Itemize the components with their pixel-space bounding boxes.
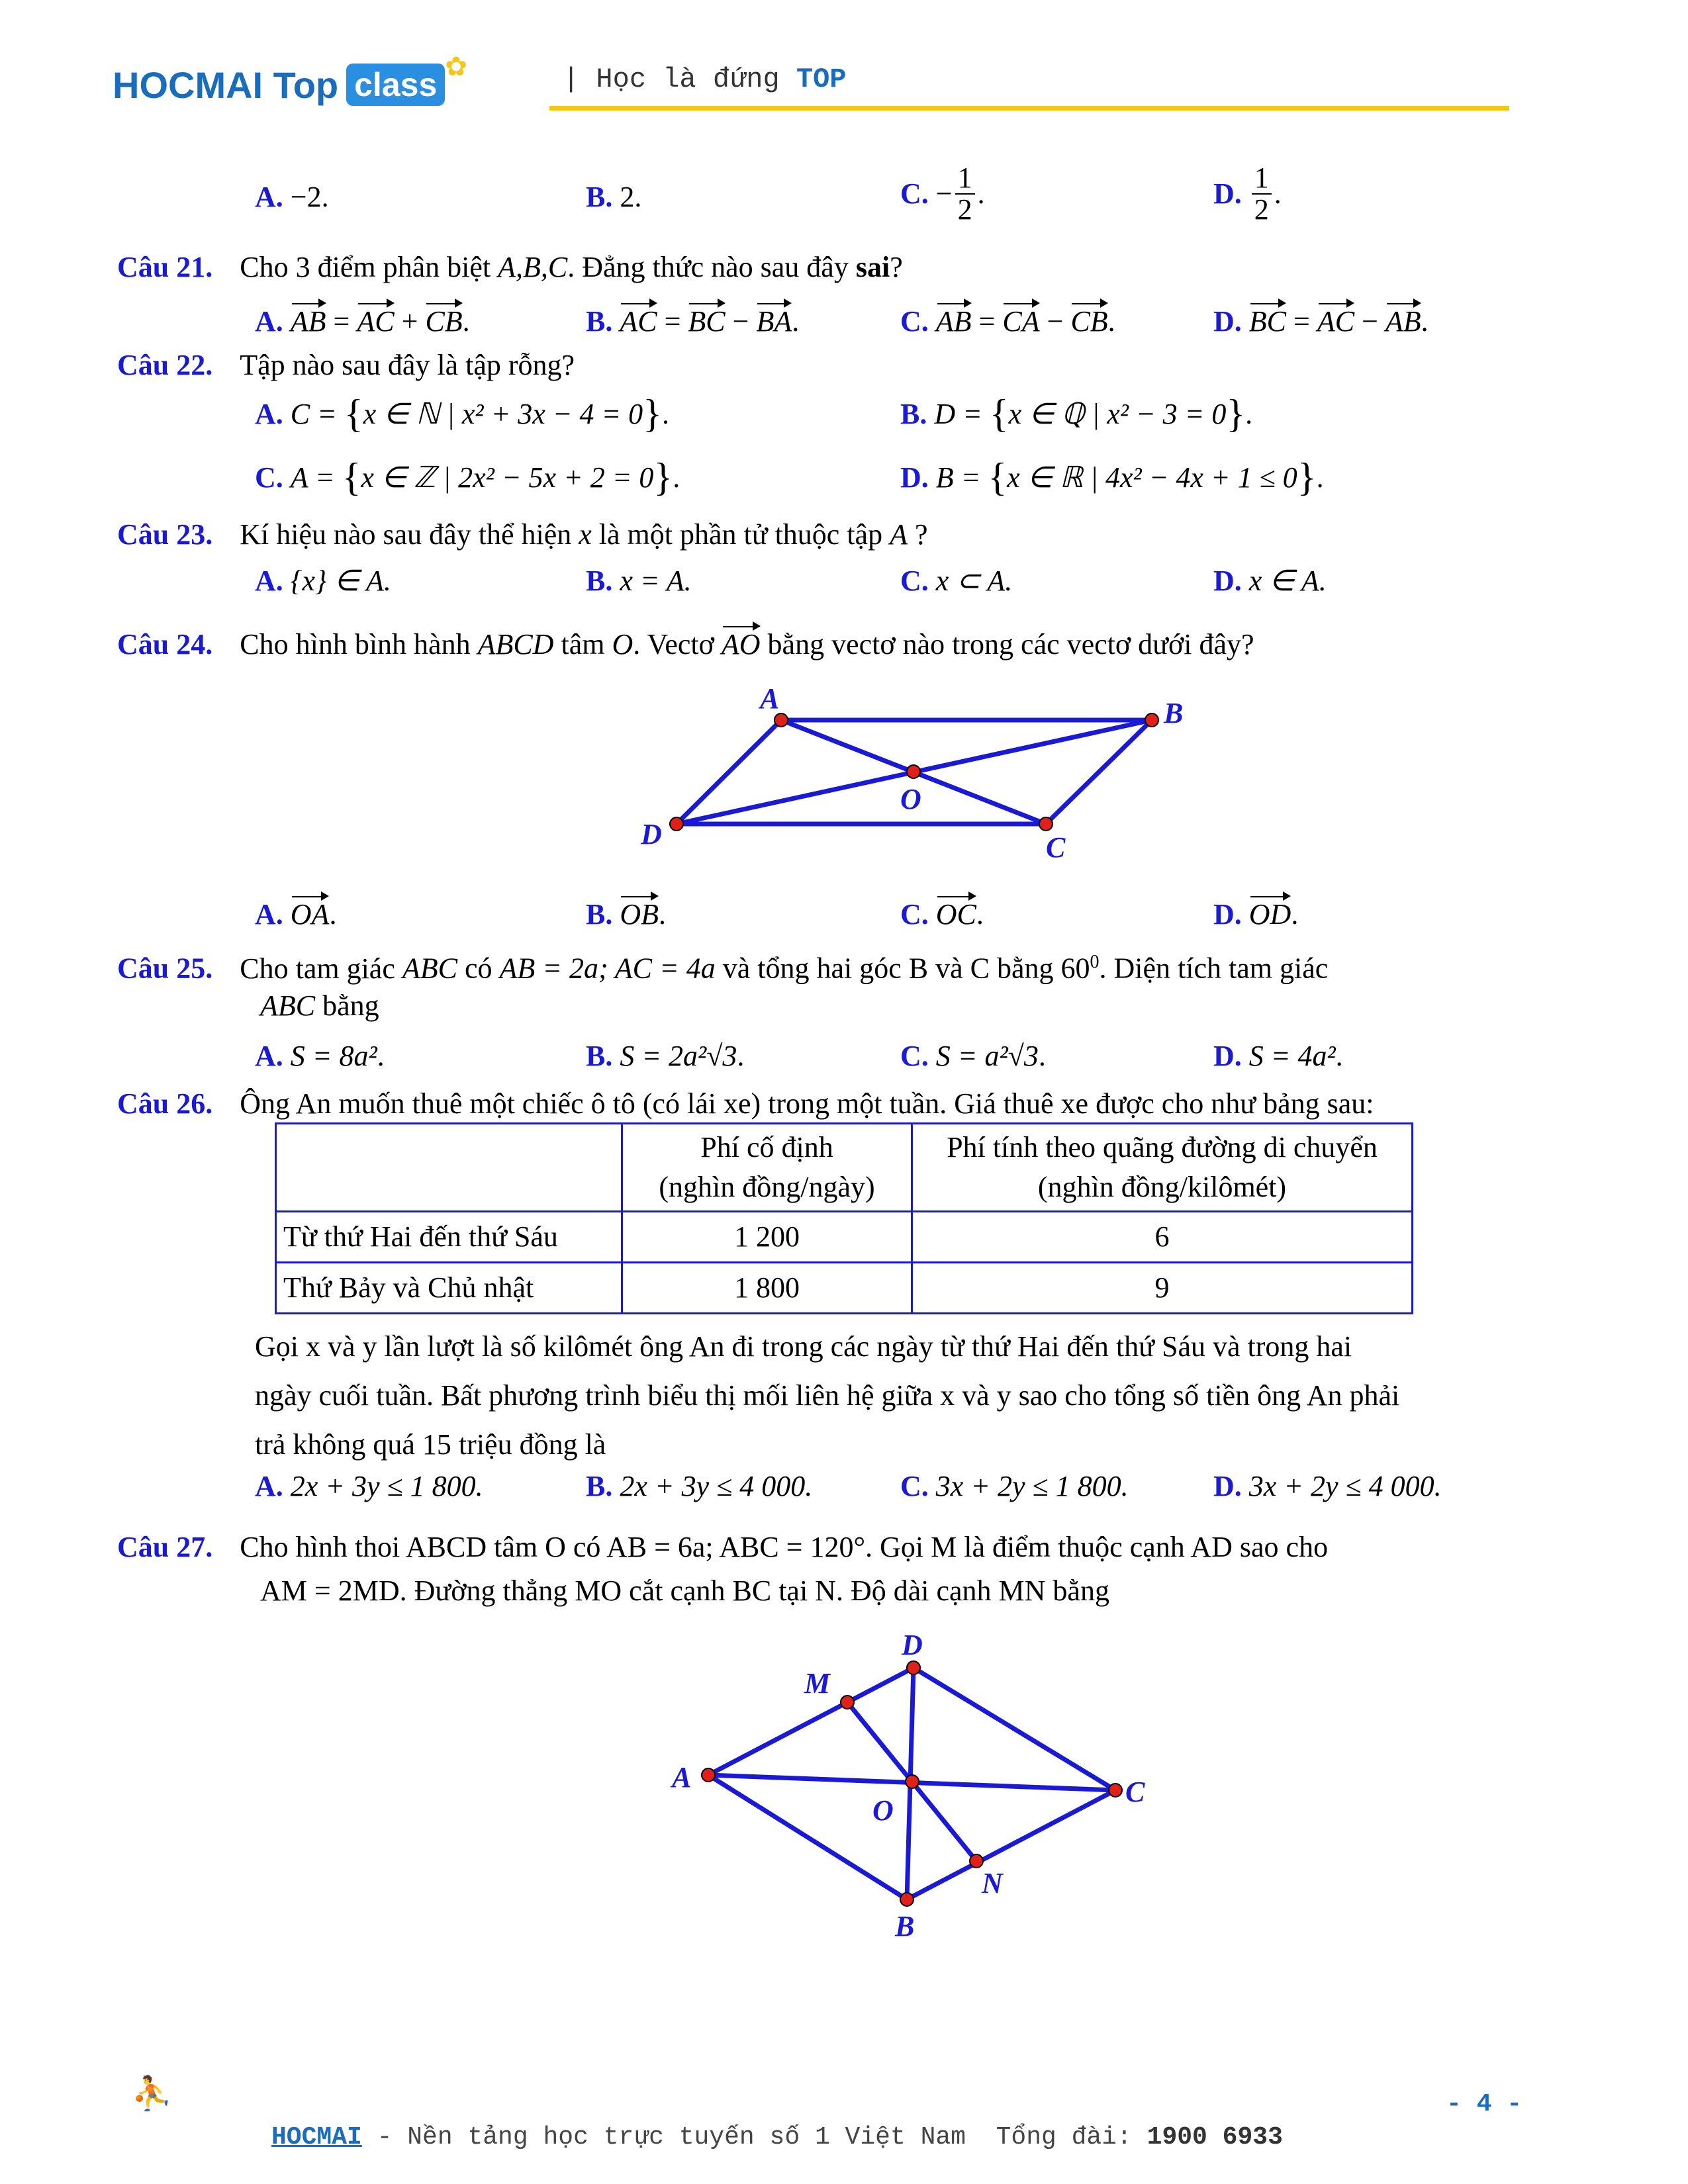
q26-option-b[interactable]: B. 2x + 3y ≤ 4 000.: [586, 1470, 813, 1502]
q23-stem: Câu 23. Kí hiệu nào sau đây thể hiện x là một phần tử thuộc tập A ?: [117, 518, 928, 551]
q20-option-b[interactable]: B. 2.: [586, 181, 642, 213]
brand-name: HOCMAI Top: [113, 64, 339, 106]
table-header-row: Phí cố định (nghìn đồng/ngày) Phí tính theo quãng đường di chuyển (nghìn đồng/kilômét): [276, 1124, 1413, 1212]
label-a: A: [760, 682, 780, 715]
q24-option-d[interactable]: D. OD.: [1213, 898, 1299, 931]
q21-option-a[interactable]: A. AB = AC + CB.: [255, 305, 470, 338]
q24-option-a[interactable]: A. OA.: [255, 898, 337, 931]
q21-option-b[interactable]: B. AC = BC − BA.: [586, 305, 800, 338]
q23-option-d[interactable]: D. x ∈ A.: [1213, 565, 1327, 597]
q22-stem: Câu 22. Tập nào sau đây là tập rỗng?: [117, 349, 575, 381]
q25-option-b[interactable]: B. S = 2a²√3.: [586, 1040, 745, 1072]
fraction: $\frac{1}{2}$: [955, 163, 975, 225]
q22-option-d[interactable]: D. B = {x ∈ ℝ | 4x² − 4x + 1 ≤ 0}.: [900, 455, 1324, 499]
q20-option-c[interactable]: C. − $\frac{1}{2}$ .: [900, 161, 985, 226]
footer-brand-link[interactable]: HOCMAI: [271, 2123, 362, 2152]
tagline: | Học là đứng TOP: [563, 64, 847, 95]
parallelogram-figure: [596, 668, 1192, 867]
label-m: M: [804, 1667, 831, 1700]
point-a: [774, 713, 788, 727]
footer-logo-icon: ⛹: [131, 2074, 173, 2113]
table-row: Thứ Bảy và Chủ nhật 1 800 9: [276, 1263, 1413, 1314]
fraction: $\frac{1}{2}$: [1252, 163, 1272, 225]
footer-text: HOCMAI - Nền tảng học trực tuyến số 1 Việt Nam Tổng đài: 1900 6933: [271, 2123, 1283, 2152]
q23-option-b[interactable]: B. x = A.: [586, 565, 692, 597]
fee-table: [275, 1122, 1413, 1314]
q23-option-a[interactable]: A. {x} ∈ A.: [255, 565, 391, 597]
label-o: O: [900, 783, 921, 815]
label-a: A: [672, 1761, 692, 1794]
q25-option-a[interactable]: A. S = 8a².: [255, 1040, 385, 1072]
q24-stem: Câu 24. Cho hình bình hành ABCD tâm O. Vectơ AO bằng vectơ nào trong các vectơ dưới đây?: [117, 628, 1254, 660]
label-c: C: [1125, 1776, 1145, 1808]
q21-stem: Câu 21. Cho 3 điểm phân biệt A,B,C. Đẳng thức nào sau đây sai?: [117, 251, 903, 283]
label-d: D: [902, 1629, 923, 1661]
brand-badge: class: [346, 64, 445, 106]
header-logo: [113, 51, 467, 111]
q27-stem-line1: Câu 27. Cho hình thoi ABCD tâm O có AB = 6a; ABC = 120°. Gọi M là điểm thuộc cạnh AD sao cho: [117, 1531, 1329, 1563]
q20-option-d[interactable]: D. $\frac{1}{2}$ .: [1213, 161, 1282, 226]
q25-option-c[interactable]: C. S = a²√3.: [900, 1040, 1046, 1072]
point-o: [906, 1775, 919, 1788]
point-c: [1039, 817, 1053, 831]
q24-option-c[interactable]: C. OC.: [900, 898, 984, 931]
point-m: [841, 1696, 854, 1709]
q21-option-c[interactable]: C. AB = CA − CB.: [900, 305, 1115, 338]
edge-da: [677, 720, 781, 824]
point-n: [970, 1854, 983, 1868]
point-b: [900, 1893, 914, 1906]
q23-option-c[interactable]: C. x ⊂ A.: [900, 565, 1013, 597]
q25-stem-line2: ABC bằng: [260, 989, 379, 1022]
label-n: N: [982, 1867, 1003, 1899]
point-a: [702, 1768, 715, 1782]
point-c: [1109, 1784, 1122, 1797]
edge-dc: [914, 1668, 1115, 1790]
page-number: - 4 -: [1446, 2090, 1523, 2118]
q26-paragraph: Gọi x và y lần lượt là số kilômét ông An đi trong các ngày từ thứ Hai đến thứ Sáu và trong hai ngày cuối tuần. Bất phương trình biểu thị mối liên hệ giữa x và y sao cho tổng số tiền ông An phải trả không quá 15 triệu đồng là: [255, 1330, 1400, 1461]
q26-option-a[interactable]: A. 2x + 3y ≤ 1 800.: [255, 1470, 483, 1502]
star-icon: ✿: [445, 51, 467, 81]
q21-option-d[interactable]: D. BC = AC − AB.: [1213, 305, 1429, 338]
table-row: Từ thứ Hai đến thứ Sáu 1 200 6: [276, 1212, 1413, 1263]
point-o: [907, 765, 920, 778]
q22-option-a[interactable]: A. C = {x ∈ ℕ | x² + 3x − 4 = 0}.: [255, 392, 669, 435]
q24-option-b[interactable]: B. OB.: [586, 898, 667, 931]
header-rule: [549, 106, 1509, 111]
rhombus-figure: [649, 1615, 1178, 1946]
point-d: [670, 817, 683, 831]
point-d: [907, 1661, 920, 1674]
label-b: B: [1164, 697, 1184, 729]
edge-cb: [907, 1790, 1115, 1899]
q26-stem: Câu 26. Ông An muốn thuê một chiếc ô tô (có lái xe) trong một tuần. Giá thuê xe được cho như bảng sau:: [117, 1087, 1374, 1120]
q22-option-b[interactable]: B. D = {x ∈ ℚ | x² − 3 = 0}.: [900, 392, 1253, 435]
q26-option-d[interactable]: D. 3x + 2y ≤ 4 000.: [1213, 1470, 1442, 1502]
label-d: D: [641, 818, 662, 850]
edge-bc: [1046, 720, 1152, 824]
label-b: B: [895, 1910, 915, 1942]
q27-stem-line2: AM = 2MD. Đường thẳng MO cắt cạnh BC tại N. Độ dài cạnh MN bằng: [260, 1574, 1109, 1607]
label-c: C: [1046, 831, 1066, 864]
q26-option-c[interactable]: C. 3x + 2y ≤ 1 800.: [900, 1470, 1129, 1502]
q20-option-a[interactable]: A. −2.: [255, 181, 329, 213]
q25-option-d[interactable]: D. S = 4a².: [1213, 1040, 1343, 1072]
q22-option-c[interactable]: C. A = {x ∈ ℤ | 2x² − 5x + 2 = 0}.: [255, 455, 680, 499]
label-o: O: [872, 1794, 894, 1827]
q25-stem-line1: Câu 25. Cho tam giác ABC có AB = 2a; AC = 4a và tổng hai góc B và C bằng $60^0$. Diện tích tam giác: [117, 952, 1329, 985]
point-b: [1145, 713, 1158, 727]
